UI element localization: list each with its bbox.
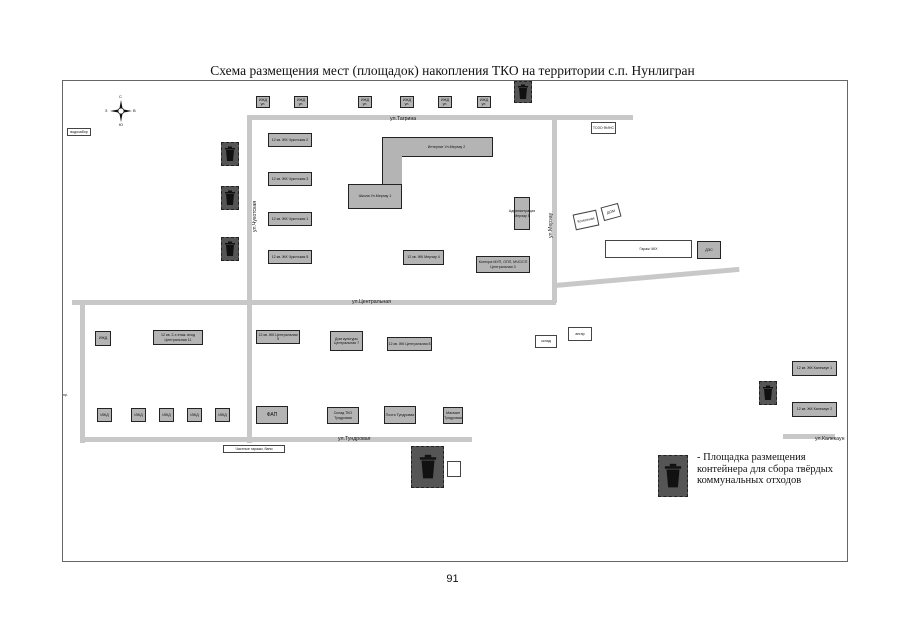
building-tozo: ТОЗО ФИНС bbox=[591, 122, 616, 134]
road-tagrina bbox=[248, 115, 633, 120]
building-vodozabor: водозабор bbox=[67, 128, 91, 136]
trash-bin-icon bbox=[517, 84, 529, 100]
side-label: пр. bbox=[63, 393, 68, 397]
tko-small-box bbox=[447, 461, 461, 477]
building-chastnye: Частные гаражи, бани bbox=[223, 445, 285, 453]
trash-bin-icon bbox=[224, 146, 236, 162]
building-integrat: Интернат Ул.Мерэау 2 bbox=[400, 137, 493, 157]
building-chuk5: 12 кв. ЖК Чукотская 5 bbox=[268, 250, 312, 264]
street-label-tagrina: ул.Тагрина bbox=[390, 116, 417, 122]
house-top-2: ИЖД ул. bbox=[294, 96, 308, 108]
building-garazh: Гараж ЧКХ bbox=[605, 240, 692, 258]
road-tsentralnaya bbox=[72, 300, 556, 305]
tko-site-chuk-3[interactable] bbox=[221, 237, 239, 261]
building-tsentr11: 12 кв. 2-х этаж. вход Центральная 11 bbox=[153, 330, 203, 345]
house-bottom-3: ИЖД bbox=[159, 408, 174, 422]
tko-site-top-right[interactable] bbox=[514, 81, 532, 103]
building-dk: Дом культуры Центральная 7 bbox=[330, 331, 363, 351]
building-chuk1: 12 кв. ЖК Чукотская 1 bbox=[268, 212, 312, 226]
page-title: Схема размещения мест (площадок) накопления ТКО на территории с.п. Нунлигран bbox=[210, 63, 695, 78]
building-tsentr9: 12 кв. ЖК Центральная 9 bbox=[256, 330, 300, 344]
tko-site-tundrovaya[interactable] bbox=[411, 446, 444, 488]
road-west-vertical bbox=[80, 303, 85, 443]
compass-west: З bbox=[105, 108, 108, 113]
house-west: ИЖД bbox=[95, 331, 111, 346]
trash-bin-icon bbox=[224, 241, 236, 257]
house-top-3: ИЖД ул. bbox=[358, 96, 372, 108]
street-label-kalekvaun: ул.Калекаун bbox=[815, 436, 845, 442]
building-pochta: Почта Тундровая bbox=[384, 406, 416, 424]
building-mayerau5: Администрация Мерэау 5 bbox=[514, 197, 530, 230]
building-kotelnaya: Котельная bbox=[573, 210, 600, 231]
building-chuk3: 12 кв. ЖК Чукотская 3 bbox=[268, 172, 312, 186]
house-top-1: ИЖД ул. bbox=[256, 96, 270, 108]
house-top-6: ИЖД ул. bbox=[477, 96, 491, 108]
tko-site-kalekvaun[interactable] bbox=[759, 381, 777, 405]
compass-south: Ю bbox=[119, 122, 124, 127]
trash-bin-icon bbox=[418, 454, 438, 480]
house-bottom-4: ИЖД bbox=[187, 408, 202, 422]
street-label-mayerau: ул.Мерэау bbox=[548, 212, 554, 238]
house-bottom-1: ИЖД bbox=[97, 408, 112, 422]
trash-bin-icon bbox=[762, 385, 774, 401]
street-label-tundrovaya: ул.Тундровая bbox=[338, 436, 371, 442]
trash-bin-icon bbox=[224, 190, 236, 206]
house-bottom-2: ИЖД bbox=[131, 408, 146, 422]
building-fap: ФАП bbox=[256, 406, 288, 424]
road-chukotskaya bbox=[247, 115, 252, 443]
tko-site-chuk-1[interactable] bbox=[221, 142, 239, 166]
house-top-5: ИЖД ул. bbox=[438, 96, 452, 108]
compass-north: С bbox=[119, 94, 122, 99]
building-shkola: Школа Ул.Мерэау 1 bbox=[348, 184, 402, 209]
building-kal2: 12 кв. ЖК Калекаун 2 bbox=[792, 402, 837, 417]
street-label-tsentralnaya: ул.Центральная bbox=[352, 299, 391, 305]
compass-rose bbox=[106, 96, 136, 126]
house-bottom-5: ИЖД bbox=[215, 408, 230, 422]
compass-east: В bbox=[133, 108, 136, 113]
legend-text: - Площадка размещения контейнера для сбора твёрдых коммунальных отходов bbox=[697, 452, 834, 486]
building-chuk2: 12 кв. ЖК Чукотская 2 bbox=[268, 133, 312, 147]
building-kal1: 12 кв. ЖК Калекаун 1 bbox=[792, 361, 837, 376]
road-tundrovaya bbox=[80, 437, 472, 442]
building-sklad2: склад bbox=[535, 335, 557, 348]
street-label-chukotskaya: ул.Чукотская bbox=[252, 200, 258, 232]
page-number: 91 bbox=[446, 573, 459, 585]
building-sklad: Склад ТКО Тундровая bbox=[327, 407, 359, 424]
building-angar: ангар bbox=[568, 327, 592, 341]
house-top-4: ИЖД ул. bbox=[400, 96, 414, 108]
building-dom: ДОМ bbox=[600, 203, 621, 221]
road-mayerau bbox=[552, 118, 557, 303]
building-tsentr8: 12 кв. ЖК Центральная 8 bbox=[387, 337, 432, 351]
building-des: ДЭС bbox=[697, 241, 721, 259]
building-magazin: Магазин Тундровая bbox=[443, 407, 463, 424]
legend-tko-icon bbox=[658, 455, 688, 497]
tko-site-chuk-2[interactable] bbox=[221, 186, 239, 210]
trash-bin-icon bbox=[663, 463, 683, 489]
building-mayerau4: 12 кв. ЖК Мерэау 4 bbox=[403, 250, 444, 265]
building-kontora: Контора МУП, ОПП, МЧС/СП Центральная 3 bbox=[476, 256, 530, 273]
